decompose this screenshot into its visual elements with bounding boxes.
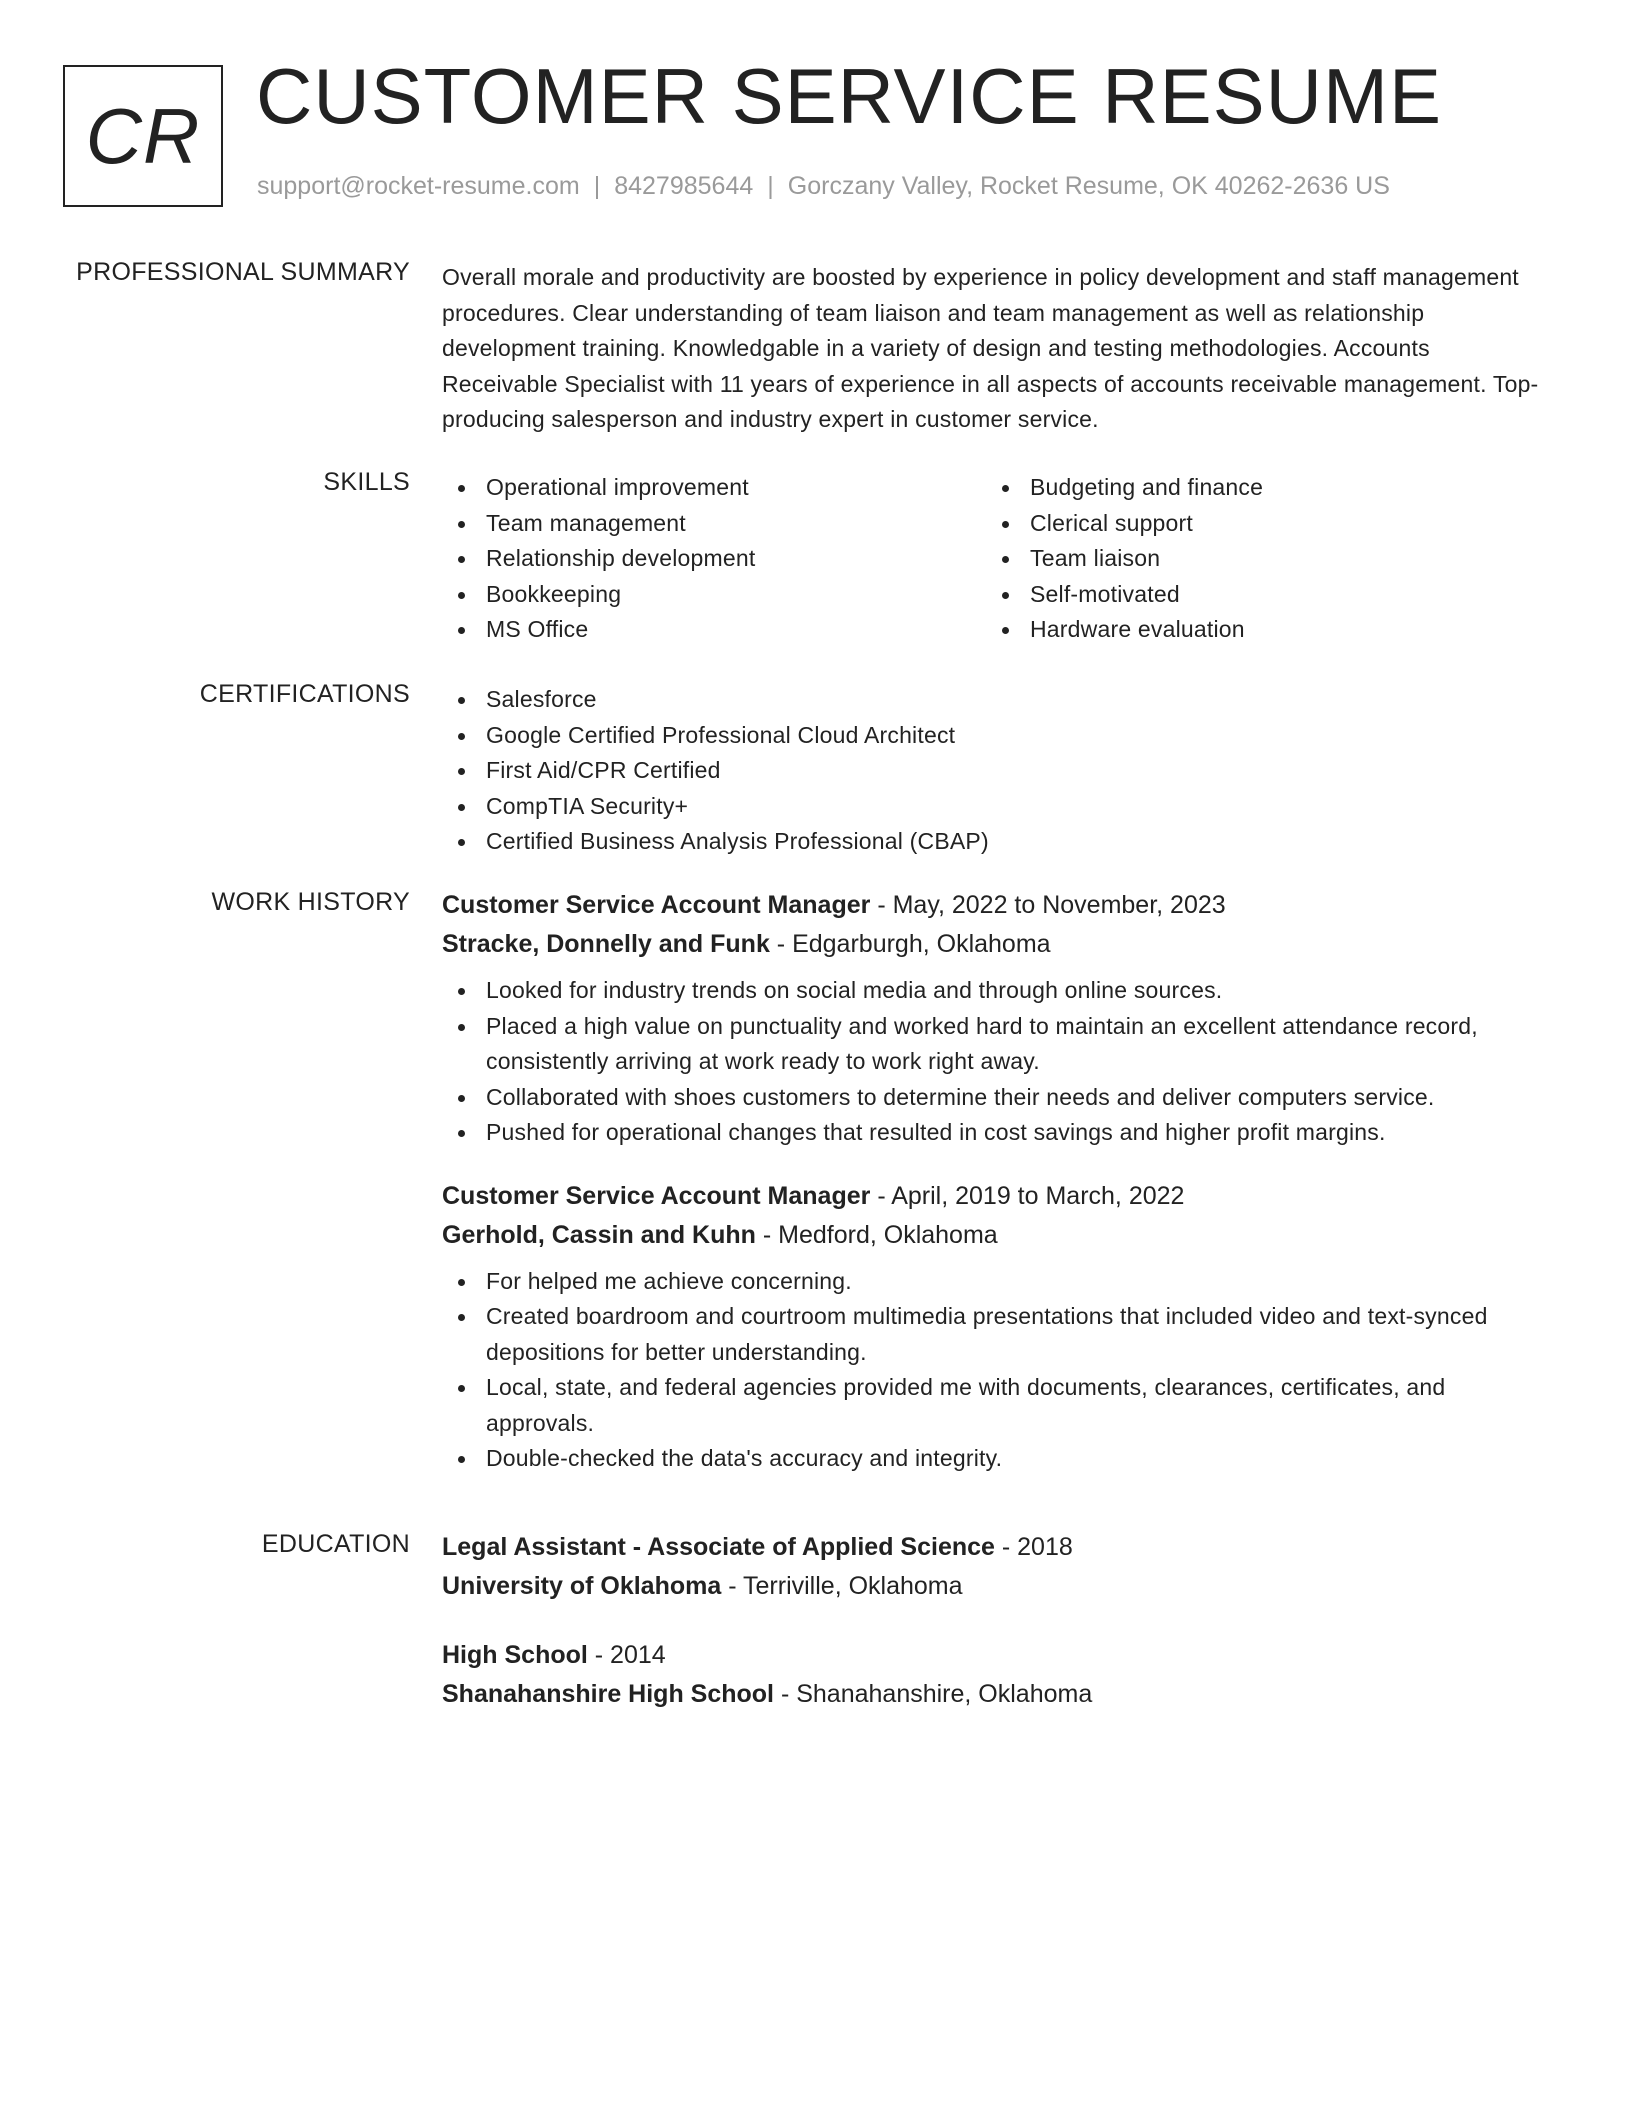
job-title: Customer Service Account Manager [442, 891, 871, 919]
job-location: - Medford, Oklahoma [755, 1220, 998, 1249]
contact-separator: | [767, 172, 774, 200]
summary-body [442, 260, 1552, 438]
contact-separator: | [593, 172, 601, 200]
skills-list-left [442, 470, 986, 648]
job-duties-list [442, 1264, 1552, 1477]
certifications-body [442, 682, 1552, 860]
education-entry [442, 1528, 1552, 1606]
education-entry [442, 1636, 1552, 1714]
job-entry [442, 886, 1552, 1151]
summary-text: Overall morale and productivity are boosted by experience in policy development and staff management procedures. Clear understanding of team liaison and team management as well as relationship development training. Knowledgable in a variety of design and testing methodologies. Accounts Receivable Specialist with 11 years of experience in all aspects of accounts receivable management. Top-producing salesperson and industry expert in customer service. [442, 264, 1539, 432]
skills-list-right [986, 470, 1530, 648]
monogram-logo: CR [63, 65, 223, 207]
job-title-line [442, 1177, 1552, 1216]
job-duty: Looked for industry trends on social media and through online sources. [442, 973, 1552, 1009]
contact-email: support@rocket-resume.com [257, 172, 580, 200]
job-duty: Created boardroom and courtroom multimedia presentations that included video and text-synced depositions for better understanding. [442, 1299, 1552, 1370]
contact-phone: 8427985644 [614, 172, 754, 200]
skill-item: Hardware evaluation [986, 612, 1530, 648]
certification-item: CompTIA Security+ [442, 789, 1552, 825]
education-degree-line [442, 1636, 1552, 1675]
skill-item: Operational improvement [442, 470, 986, 506]
skill-item: Budgeting and finance [986, 470, 1530, 506]
job-location: - Edgarburgh, Oklahoma [769, 930, 1051, 958]
certification-item: Certified Business Analysis Professional (CBAP) [442, 824, 1552, 860]
education-body [442, 1528, 1552, 1714]
education-location: - Shanahanshire, Oklahoma [774, 1680, 1093, 1708]
section-label-skills: SKILLS [323, 468, 410, 496]
skill-item: Self-motivated [986, 577, 1530, 613]
skill-item: MS Office [442, 612, 986, 648]
certification-item: Google Certified Professional Cloud Architect [442, 718, 1552, 754]
job-dates: - April, 2019 to March, 2022 [870, 1181, 1185, 1210]
job-company-line [442, 1216, 1552, 1255]
resume-title: CUSTOMER SERVICE RESUME [256, 52, 1442, 140]
section-label-education: EDUCATION [261, 1530, 410, 1558]
job-entry [442, 1177, 1552, 1477]
job-duty: For helped me achieve concerning. [442, 1264, 1552, 1300]
contact-line [257, 172, 1390, 201]
education-school-line [442, 1675, 1552, 1714]
section-label-certifications: CERTIFICATIONS [199, 680, 410, 708]
education-year: - 2014 [587, 1641, 666, 1669]
skill-item: Team liaison [986, 541, 1530, 577]
skill-item: Bookkeeping [442, 577, 986, 613]
skill-item: Clerical support [986, 506, 1530, 542]
job-duty: Local, state, and federal agencies provided me with documents, clearances, certificates, and approvals. [442, 1370, 1552, 1441]
section-label-work-history: WORK HISTORY [211, 888, 410, 916]
certification-item: Salesforce [442, 682, 1552, 718]
certifications-list [442, 682, 1552, 860]
education-degree-line [442, 1528, 1552, 1567]
skills-grid [442, 470, 1552, 648]
job-duty: Collaborated with shoes customers to determine their needs and deliver computers service. [442, 1080, 1552, 1116]
work-history-body [442, 886, 1552, 1477]
skill-item: Relationship development [442, 541, 986, 577]
job-duty: Double-checked the data's accuracy and integrity. [442, 1441, 1552, 1477]
skill-item: Team management [442, 506, 986, 542]
section-label-summary: PROFESSIONAL SUMMARY [76, 258, 410, 286]
education-school-line [442, 1567, 1552, 1606]
education-school: University of Oklahoma [442, 1572, 722, 1600]
education-degree: High School [442, 1641, 588, 1669]
skills-body [442, 470, 1552, 648]
job-company-line [442, 925, 1552, 964]
job-company: Gerhold, Cassin and Kuhn [442, 1220, 756, 1249]
job-dates: - May, 2022 to November, 2023 [870, 891, 1226, 919]
contact-address: Gorczany Valley, Rocket Resume, OK 40262-2636 US [787, 172, 1390, 200]
job-duty: Pushed for operational changes that resulted in cost savings and higher profit margins. [442, 1115, 1552, 1151]
education-location: - Terriville, Oklahoma [721, 1572, 963, 1600]
certification-item: First Aid/CPR Certified [442, 753, 1552, 789]
job-title: Customer Service Account Manager [442, 1181, 871, 1210]
education-degree: Legal Assistant - Associate of Applied Science [442, 1533, 995, 1561]
job-company: Stracke, Donnelly and Funk [442, 930, 770, 958]
education-school: Shanahanshire High School [442, 1680, 774, 1708]
job-title-line [442, 886, 1552, 925]
job-duties-list [442, 973, 1552, 1151]
job-duty: Placed a high value on punctuality and worked hard to maintain an excellent attendance record, consistently arriving at work ready to work right away. [442, 1009, 1552, 1080]
education-year: - 2018 [994, 1533, 1073, 1561]
